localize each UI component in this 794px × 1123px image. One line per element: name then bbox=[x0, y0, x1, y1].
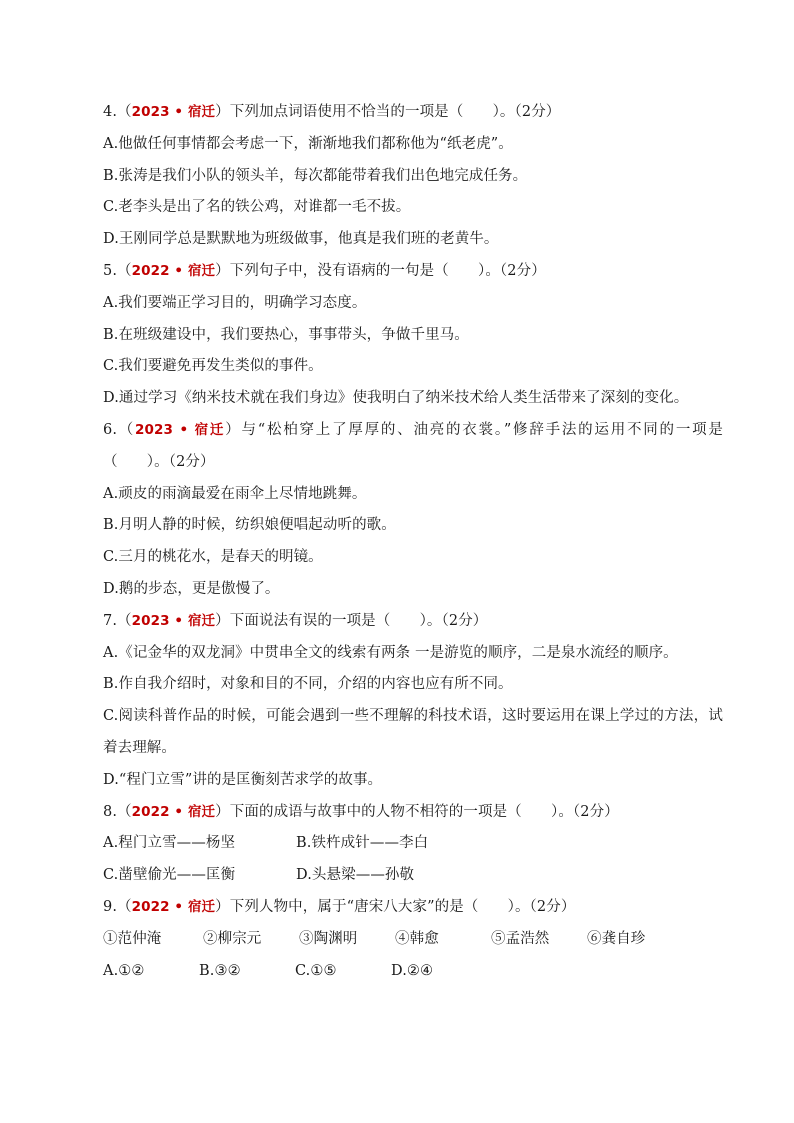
question-9-option-c: C.①⑤ bbox=[295, 962, 337, 979]
question-text: 下列加点词语使用不恰当的一项是（ ）。（2分） bbox=[229, 104, 561, 120]
question-source: 2022 • 宿迁 bbox=[131, 803, 216, 820]
question-7-stem: 7.（2023 • 宿迁）下面说法有误的一项是（ ）。（2分） bbox=[103, 612, 488, 629]
question-source: 2023 • 宿迁 bbox=[131, 104, 216, 120]
question-text: 下面的成语与故事中的人物不相符的一项是（ ）。（2分） bbox=[229, 803, 619, 820]
question-text: 下列人物中，属于“唐宋八大家”的是（ ）。（2分） bbox=[229, 898, 576, 915]
question-4-option-c: C.老李头是出了名的铁公鸡，对谁都一毛不拔。 bbox=[103, 199, 411, 216]
question-9-option-b: B.③② bbox=[199, 962, 241, 979]
question-8-stem: 8.（2022 • 宿迁）下面的成语与故事中的人物不相符的一项是（ ）。（2分） bbox=[103, 803, 619, 820]
question-number: 6. bbox=[103, 421, 118, 438]
question-text: 下列句子中，没有语病的一句是（ ）。（2分） bbox=[229, 262, 546, 279]
question-6-option-c: C.三月的桃花水，是春天的明镜。 bbox=[103, 549, 323, 566]
question-6-option-b: B.月明人静的时候，纺织娘便唱起动听的歌。 bbox=[103, 517, 396, 534]
question-5-option-d: D.通过学习《纳米技术就在我们身边》使我明白了纳米技术给人类生活带来了深刻的变化。 bbox=[103, 390, 689, 407]
question-number: 4. bbox=[103, 104, 118, 120]
question-9-names-row bbox=[103, 924, 723, 956]
question-6-option-a: A.顽皮的雨滴最爱在雨伞上尽情地跳舞。 bbox=[103, 485, 367, 502]
name-item: ⑥龚自珍 bbox=[587, 930, 646, 947]
question-8-option-a: A.程门立雪——杨坚 bbox=[103, 835, 236, 852]
question-8-option-c: C.凿壁偷光——匡衡 bbox=[103, 867, 236, 884]
question-source: 2023 • 宿迁 bbox=[131, 612, 216, 629]
question-source: 2022 • 宿迁 bbox=[131, 262, 216, 279]
question-number: 7. bbox=[103, 612, 118, 629]
question-source: 2022 • 宿迁 bbox=[131, 898, 216, 915]
question-5-option-c: C.我们要避免再发生类似的事件。 bbox=[103, 358, 323, 375]
question-4-option-b: B.张涛是我们小队的领头羊，每次都能带着我们出色地完成任务。 bbox=[103, 167, 528, 184]
question-6-stem: 6.（2023 • 宿迁）与“松柏穿上了厚厚的、油亮的衣裳。”修辞手法的运用不同的一项是（ ）。（2分） bbox=[103, 421, 723, 470]
question-5-option-b: B.在班级建设中，我们要热心，事事带头，争做千里马。 bbox=[103, 326, 469, 343]
question-7-option-a: A.《记金华的双龙洞》中贯串全文的线索有两条 一是游览的顺序，二是泉水流经的顺序。 bbox=[103, 644, 678, 661]
question-8-options-row-2 bbox=[103, 860, 723, 892]
name-item: ②柳宗元 bbox=[203, 930, 262, 947]
question-9-stem: 9.（2022 • 宿迁）下列人物中，属于“唐宋八大家”的是（ ）。（2分） bbox=[103, 898, 576, 915]
question-text: 与“松柏穿上了厚厚的、油亮的衣裳。”修辞手法的运用不同的一项是（ ）。（2分） bbox=[103, 421, 723, 470]
question-8-option-b: B.铁杵成针——李白 bbox=[296, 835, 429, 852]
question-9-option-d: D.②④ bbox=[391, 962, 434, 979]
question-7-option-d: D.“程门立雪”讲的是匡衡刻苦求学的故事。 bbox=[103, 771, 383, 788]
question-number: 9. bbox=[103, 898, 118, 915]
question-number: 8. bbox=[103, 803, 118, 820]
question-8-options-row-1 bbox=[103, 828, 723, 860]
question-8-option-d: D.头悬梁——孙敬 bbox=[296, 867, 415, 884]
question-5-stem: 5.（2022 • 宿迁）下列句子中，没有语病的一句是（ ）。（2分） bbox=[103, 262, 546, 279]
name-item: ⑤孟浩然 bbox=[491, 930, 550, 947]
question-4-option-d: D.王刚同学总是默默地为班级做事，他真是我们班的老黄牛。 bbox=[103, 231, 499, 248]
question-7-option-b: B.作自我介绍时，对象和目的不同，介绍的内容也应有所不同。 bbox=[103, 676, 513, 693]
question-4-stem: 4.（2023 • 宿迁）下列加点词语使用不恰当的一项是（ ）。（2分） bbox=[103, 104, 561, 120]
question-list bbox=[103, 97, 723, 987]
question-7-option-c: C.阅读科普作品的时候，可能会遇到一些不理解的科技术语，这时要运用在课上学过的方法，试着去理解。 bbox=[103, 708, 723, 756]
name-item: ④韩愈 bbox=[395, 930, 439, 947]
question-4-option-a: A.他做任何事情都会考虑一下，渐渐地我们都称他为“纸老虎”。 bbox=[103, 135, 513, 152]
question-9-options-row bbox=[103, 956, 723, 988]
question-9-option-a: A.①② bbox=[103, 962, 145, 979]
question-source: 2023 • 宿迁 bbox=[135, 421, 226, 438]
question-5-option-a: A.我们要端正学习目的，明确学习态度。 bbox=[103, 294, 367, 311]
name-item: ①范仲淹 bbox=[103, 930, 162, 947]
name-item: ③陶渊明 bbox=[299, 930, 358, 947]
question-number: 5. bbox=[103, 262, 118, 279]
question-text: 下面说法有误的一项是（ ）。（2分） bbox=[229, 612, 488, 629]
question-6-option-d: D.鹅的步态，更是傲慢了。 bbox=[103, 580, 280, 597]
